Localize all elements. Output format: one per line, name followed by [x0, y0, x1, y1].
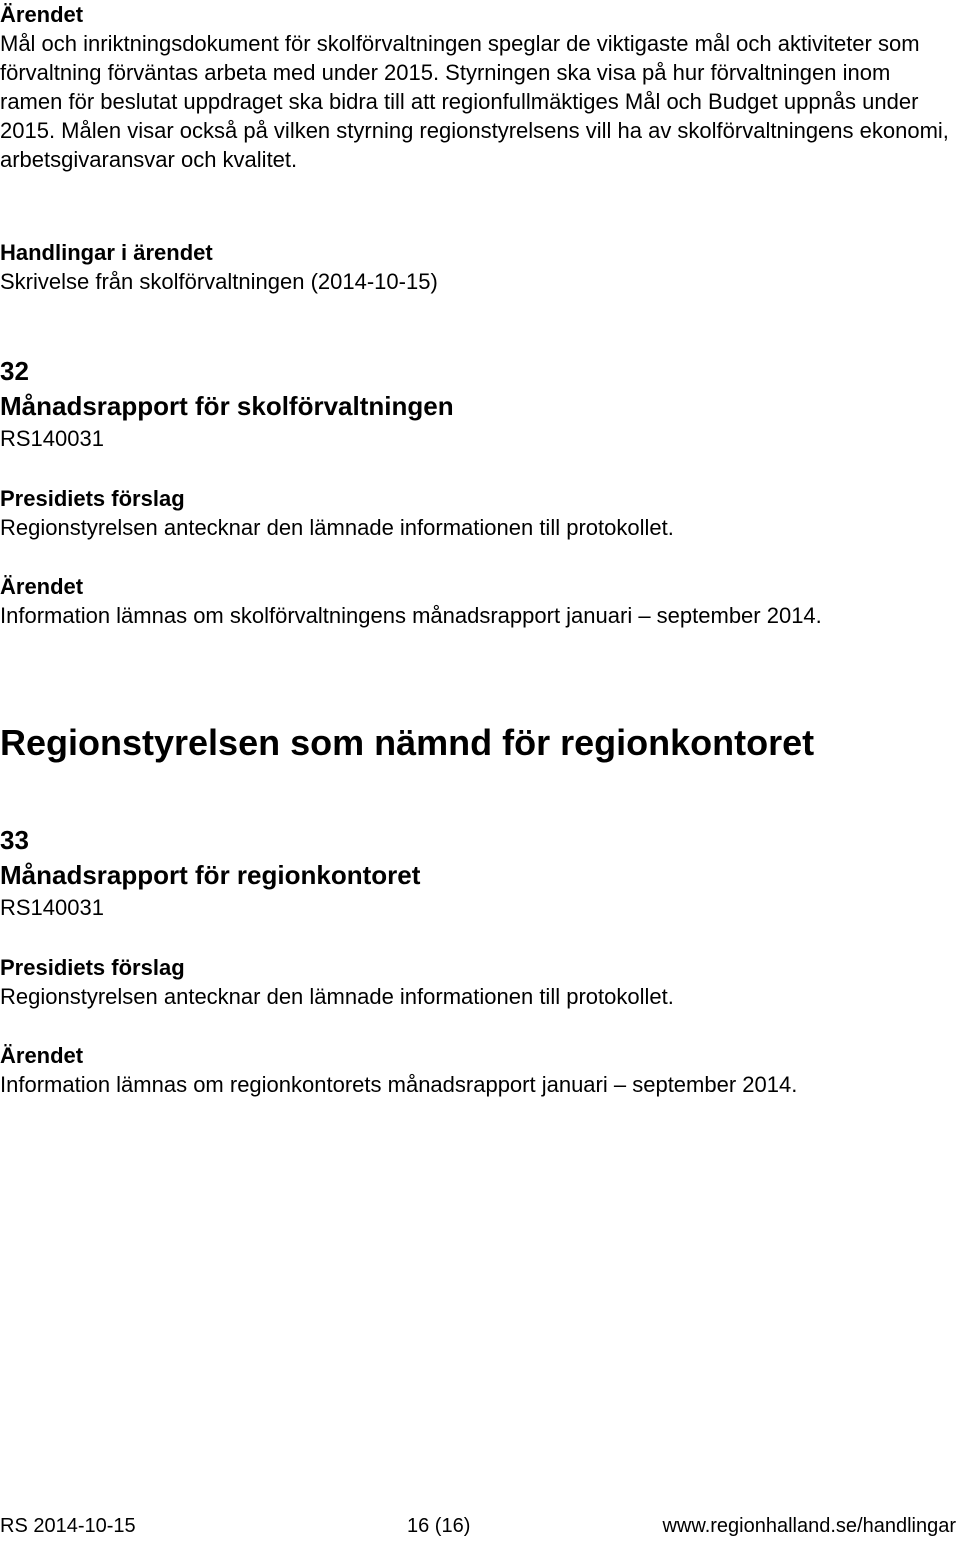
- proposal-text: Regionstyrelsen antecknar den lämnade informationen till protokollet.: [0, 984, 674, 1009]
- footer-page-number: 16 (16): [407, 1515, 471, 1537]
- item-number: 32: [0, 356, 29, 386]
- documents-text: Skrivelse från skolförvaltningen (2014-10-15): [0, 269, 438, 294]
- section-title: Regionstyrelsen som nämnd för regionkontoret: [0, 722, 815, 763]
- matter-heading: Ärendet: [0, 574, 84, 599]
- item-reference: RS140031: [0, 426, 104, 451]
- section-body-text: Mål och inriktningsdokument för skolförvaltningen speglar de viktigaste mål och aktiviteter som förvaltning förväntas arbeta med under 2015. Styrningen ska visa på hur förvaltningen inom ramen för beslutat uppdraget ska bidra till att regionfullmäktiges Mål och Budget uppnås under 2015. Målen visar också på vilken styrning regionstyrelsens vill ha av skolförvaltningens ekonomi, arbetsgivaransvar och kvalitet.: [0, 31, 949, 172]
- proposal-heading: Presidiets förslag: [0, 486, 185, 511]
- section-title-block: [0, 721, 960, 765]
- footer-url: www.regionhalland.se/handlingar: [662, 1515, 956, 1537]
- matter-heading: Ärendet: [0, 1043, 84, 1068]
- matter-text: Information lämnas om regionkontorets månadsrapport januari – september 2014.: [0, 1072, 798, 1097]
- item-33-proposal: [0, 953, 960, 1011]
- top-section: [0, 0, 960, 174]
- documents-heading: Handlingar i ärendet: [0, 240, 213, 265]
- agenda-item-32: [0, 354, 960, 453]
- item-33-matter: [0, 1041, 960, 1099]
- proposal-text: Regionstyrelsen antecknar den lämnade informationen till protokollet.: [0, 515, 674, 540]
- item-number: 33: [0, 825, 29, 855]
- documents-block: [0, 238, 960, 296]
- page-footer: [0, 1512, 960, 1541]
- agenda-item-33: [0, 823, 960, 922]
- item-32-proposal: [0, 484, 960, 542]
- item-32-matter: [0, 572, 960, 630]
- proposal-heading: Presidiets förslag: [0, 955, 185, 980]
- item-reference: RS140031: [0, 895, 104, 920]
- item-title: Månadsrapport för regionkontoret: [0, 860, 421, 890]
- item-title: Månadsrapport för skolförvaltningen: [0, 391, 454, 421]
- matter-text: Information lämnas om skolförvaltningens månadsrapport januari – september 2014.: [0, 603, 822, 628]
- section-heading-arendet: Ärendet: [0, 2, 84, 27]
- footer-date: RS 2014-10-15: [0, 1515, 136, 1537]
